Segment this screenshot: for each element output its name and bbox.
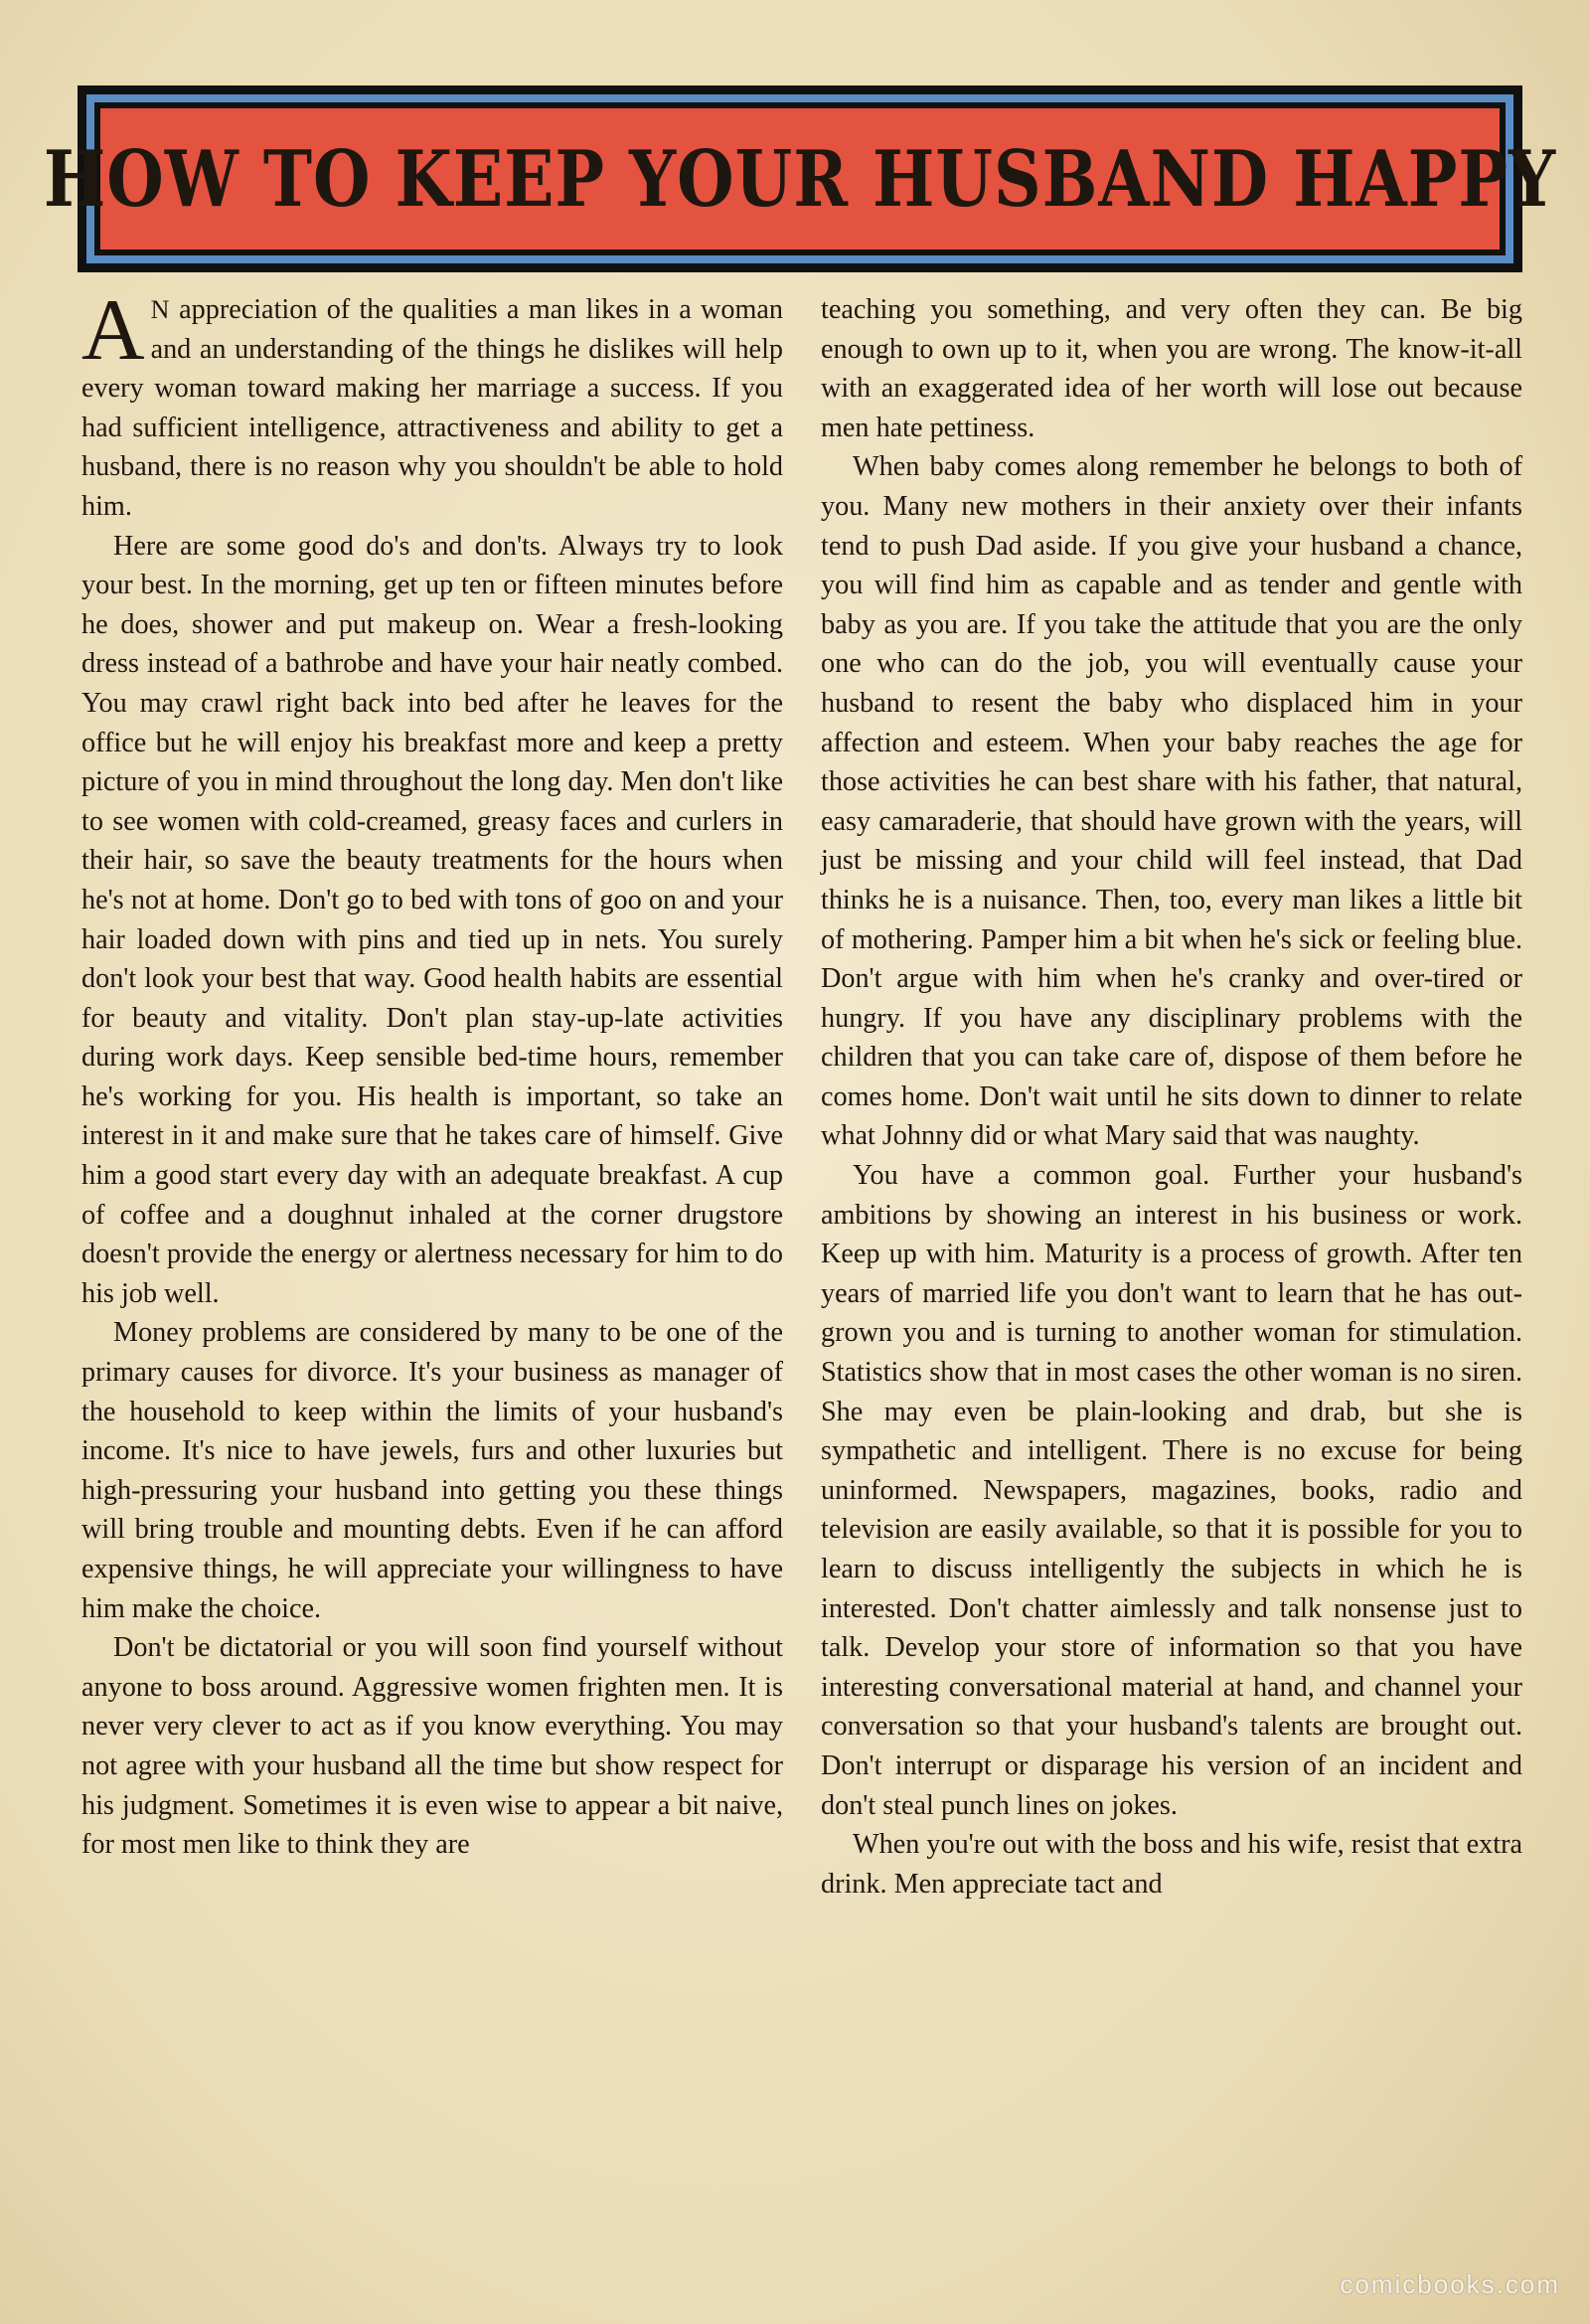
paragraph-2: Here are some good do's and don'ts. Always try to look your best. In the morning, get up ten or fifteen minutes before he does, shower and put makeup on. Wear a fresh-looking dress instead of a bathrobe and have your hair neatly combed. You may crawl right back into bed after he leaves for the office but he will enjoy his breakfast more and keep a pretty picture of you in mind throughout the long day. Men don't like to see women with cold-creamed, greasy faces and curlers in their hair, so save the beauty treatments for the hours when he's not at home. Don't go to bed with tons of goo on and your hair loaded down with pins and tied up in nets. You surely don't look your best that way. Good health habits are essential for beauty and vitality. Don't plan stay-up-late activities during work days. Keep sensible bed-time hours, remember he's working for you. His health is important, so take an interest in it and make sure that he takes care of himself. Give him a good start every day with an adequate breakfast. A cup of coffee and a doughnut inhaled at the corner drugstore doesn't provide the energy or alertness necessary for him to do his job well. xyxy=(81,530,783,1309)
paragraph-5: teaching you something, and very often they can. Be big enough to own up to it, when you are wrong. The know-it-all with an exaggerated idea of her worth will lose out because men hate pettiness. xyxy=(821,294,1522,443)
article-body xyxy=(81,282,1522,2209)
left-column xyxy=(81,282,783,2209)
paragraph-1-text: appreciation of the qualities a man likes in a woman and an understanding of the things he dislikes will help every woman toward making her marriage a success. If you had sufficient intelligence, attractiveness and ability to get a husband, there is no reason why you shouldn't be able to hold him. xyxy=(81,294,783,522)
paragraph-3: Money problems are considered by many to be one of the primary causes for divorce. It's your business as manager of the household to keep within the limits of your husband's income. It's nice to have jewels, furs and other luxuries but high-pressuring your husband into getting you these things will bring trouble and mounting debts. Even if he can afford expensive things, he will appreciate your willingness to have him make the choice. xyxy=(81,1317,783,1624)
paragraph-1 xyxy=(81,282,783,527)
drop-cap: A xyxy=(81,282,145,379)
banner-blue-frame xyxy=(43,94,1557,263)
banner-inner-border xyxy=(43,102,1557,255)
paragraph-8: When you're out with the boss and his wife, resist that extra drink. Men appreciate tact and xyxy=(821,1829,1522,1900)
banner-red-panel xyxy=(43,108,1557,249)
article-title: HOW TO KEEP YOUR HUSBAND HAPPY xyxy=(43,132,1557,226)
first-word-rest: N xyxy=(150,295,170,324)
paragraph-6: When baby comes along remember he belongs to both of you. Many new mothers in their anxiety over their infants tend to push Dad aside. If you give your husband a chance, you will find him as capable and as tender and gentle with baby as you are. If you take the attitude that you are the only one who can do the job, you will eventually cause your husband to resent the baby who displaced him in your affection and esteem. When your baby reaches the age for those activities he can best share with his father, that natural, easy camaraderie, that should have grown with the years, will just be missing and your child will feel instead, that Dad thinks he is a nuisance. Then, too, every man likes a little bit of mothering. Pamper him a bit when he's sick or feeling blue. Don't argue with him when he's cranky and over-tired or hungry. If you have any disciplinary problems with the children that you can take care of, dispose of them before he comes home. Don't wait until he sits down to dinner to relate what Johnny did or what Mary said that was naughty. xyxy=(821,451,1522,1152)
paragraph-7: You have a common goal. Further your husband's ambitions by showing an interest in his business or work. Keep up with him. Maturity is a process of growth. After ten years of married life you don't want to learn that he has out-grown you and is turning to another woman for stimulation. Statistics show that in most cases the other woman is no siren. She may even be plain-looking and drab, but she is sympathetic and intelligent. There is no excuse for being uninformed. Newspapers, magazines, books, radio and television are easily available, so that it is possible for you to learn to discuss intelligently the subjects in which he is interested. Don't chatter aimlessly and talk nonsense just to talk. Develop your store of information so that you have interesting conversational material at hand, and channel your conversation so that your husband's talents are brought out. Don't interrupt or disparage his version of an incident and don't steal punch lines on jokes. xyxy=(821,1160,1522,1821)
source-watermark: comicbooks.com xyxy=(1340,2269,1560,2299)
right-column xyxy=(821,290,1522,2209)
paragraph-4: Don't be dictatorial or you will soon find yourself without anyone to boss around. Aggressive women frighten men. It is never very clever to act as if you know everything. You may not agree with your husband all the time but show respect for his judgment. Sometimes it is even wise to appear a bit naive, for most men like to think they are xyxy=(81,1632,783,1861)
title-banner xyxy=(43,85,1557,272)
